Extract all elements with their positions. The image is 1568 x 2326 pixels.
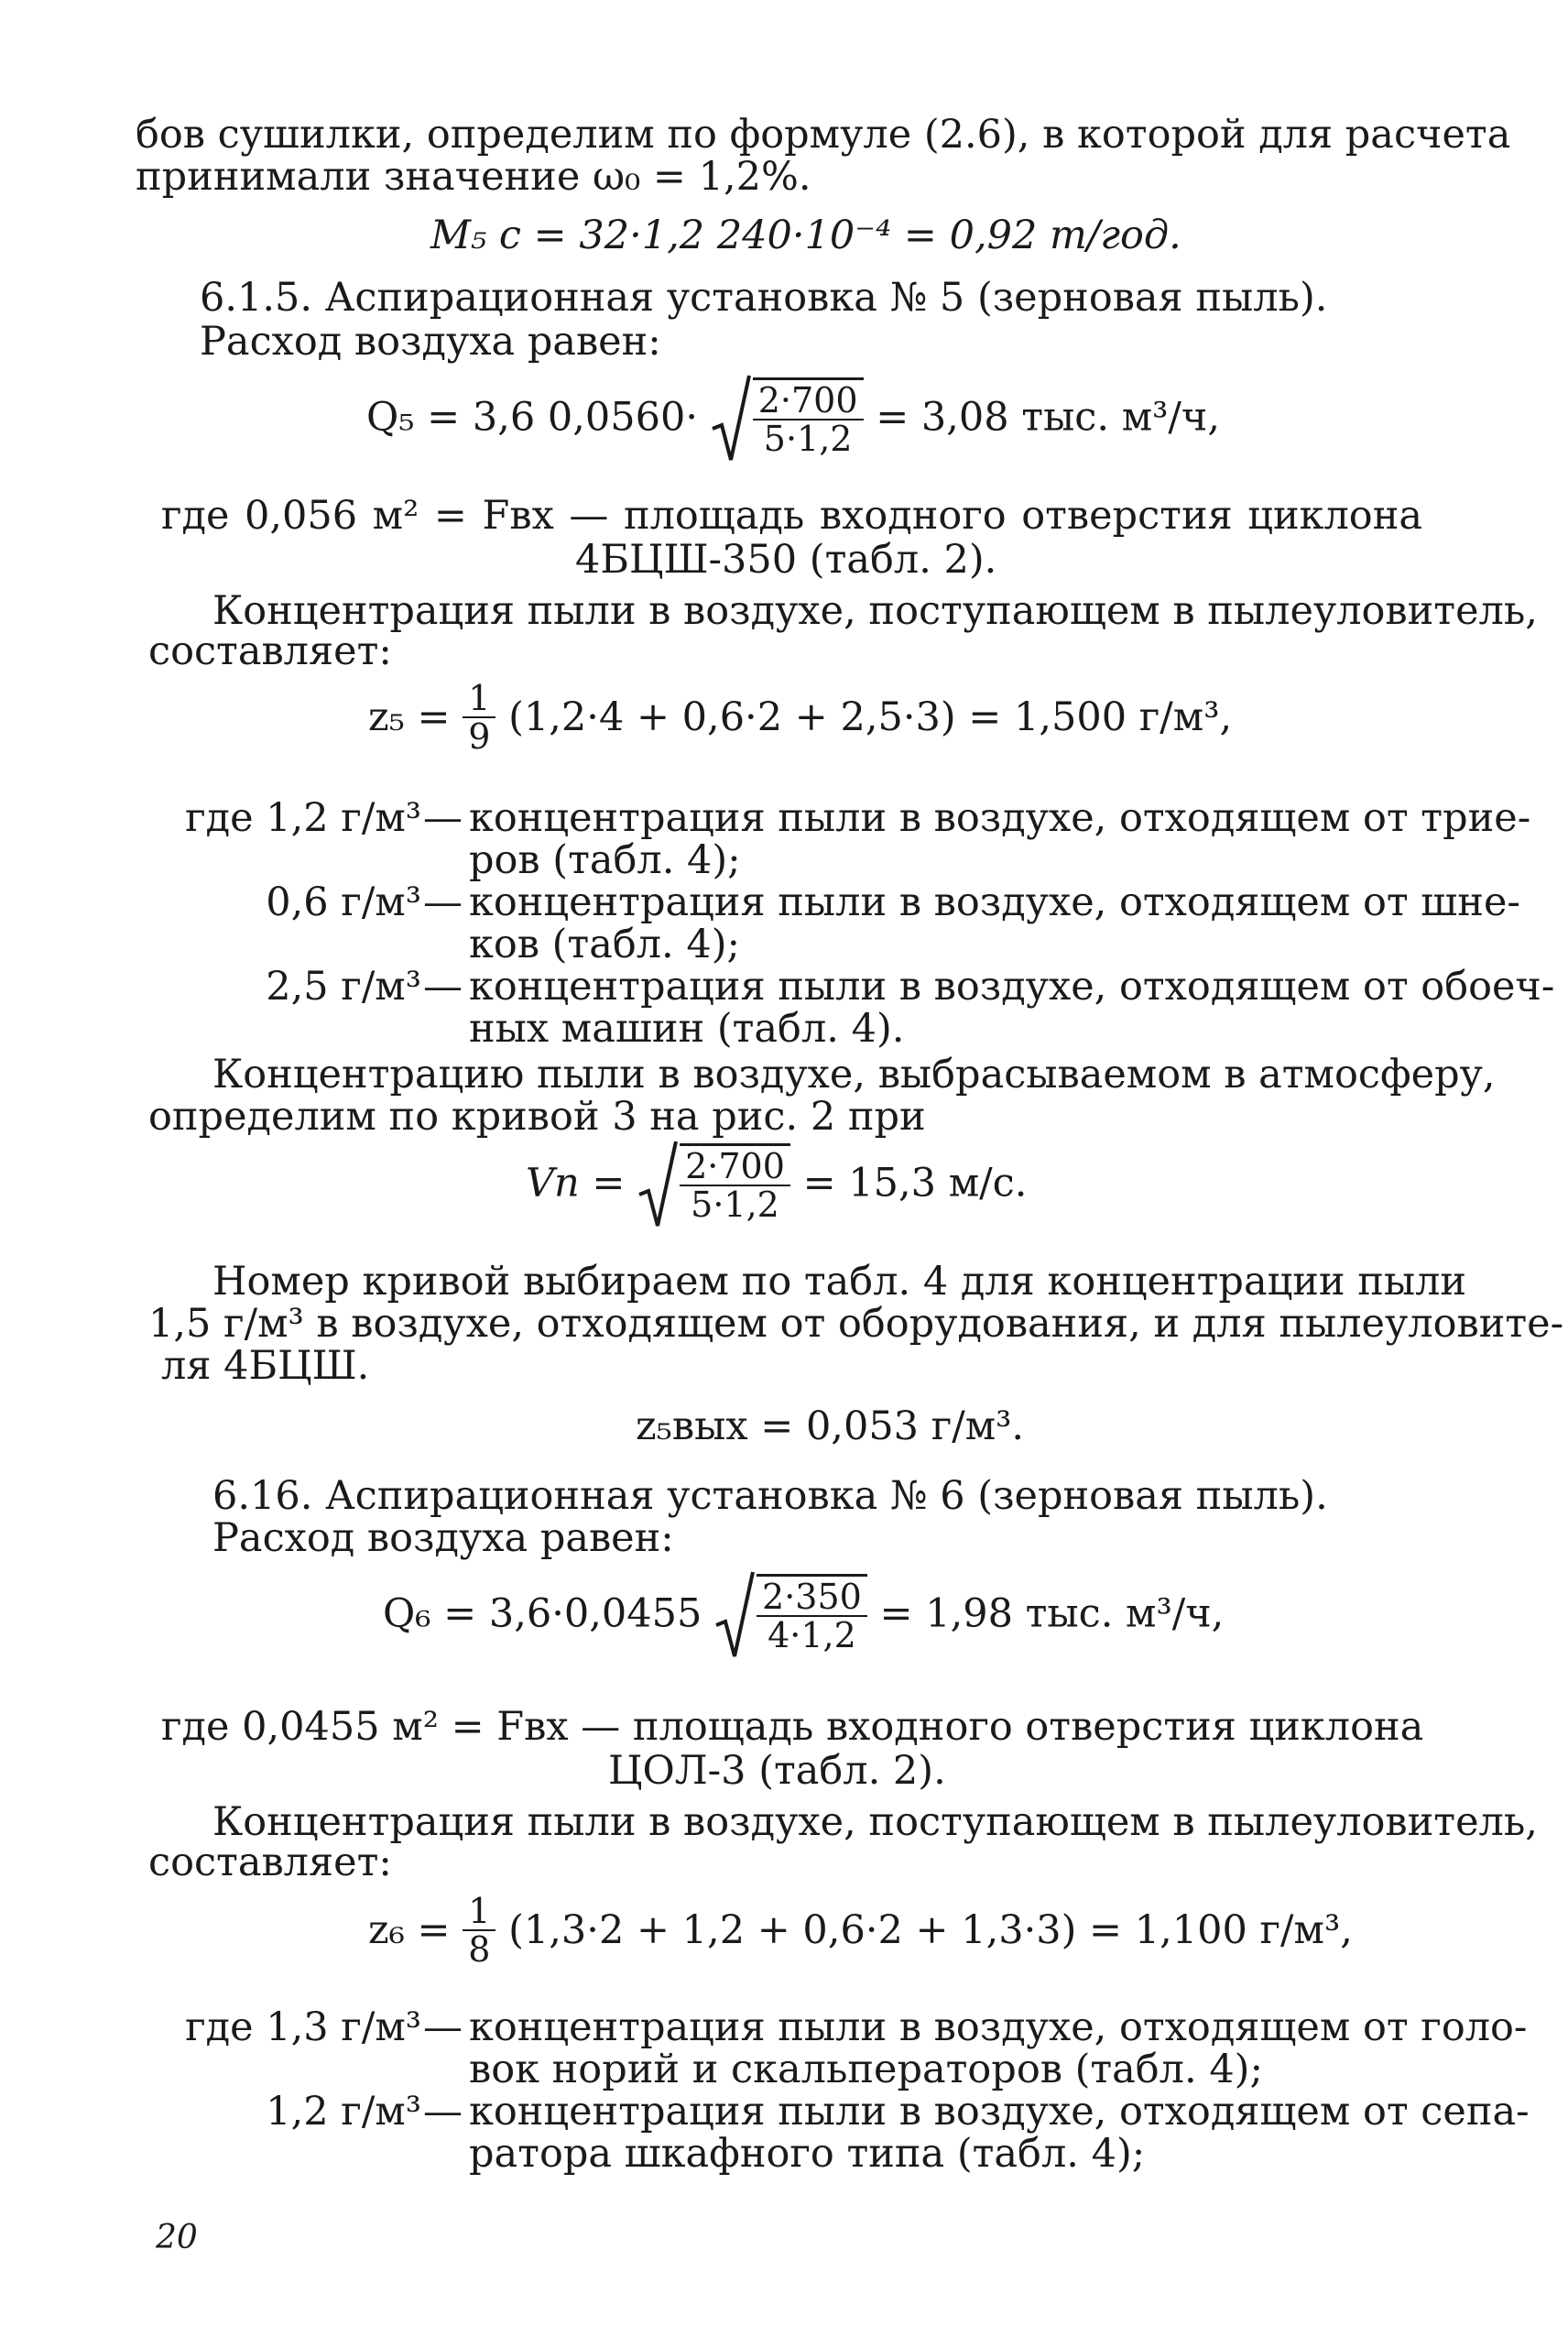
definition-text: концентрация пыли в воздухе, отходящем от обоеч-	[469, 964, 1555, 1010]
equation-q5-lhs: Q₅ = 3,6 0,0560·	[366, 394, 699, 441]
radical-sign-icon	[714, 1568, 755, 1660]
sqrt-symbol	[714, 1574, 867, 1654]
text-line: бов сушилки, определим по формуле (2.6), в которой для расчета	[136, 112, 1511, 158]
fraction	[680, 1148, 790, 1223]
radical-sign-icon	[637, 1138, 678, 1229]
text-line: 4БЦШ-350 (табл. 2).	[575, 537, 997, 583]
definition-text: концентрация пыли в воздухе, отходящем от сепа-	[469, 2089, 1530, 2135]
fraction	[753, 382, 864, 457]
definition-text: вок норий и скальператоров (табл. 4);	[469, 2047, 1263, 2092]
text-line: определим по кривой 3 на рис. 2 при	[148, 1094, 926, 1140]
definition-term: где 1,2 г/м³	[185, 795, 421, 841]
text-line: ЦОЛ-3 (табл. 2).	[608, 1748, 946, 1794]
section-heading-6-16: 6.16. Аспирационная установка № 6 (зерновая пыль).	[212, 1473, 1328, 1519]
definition-text: концентрация пыли в воздухе, отходящем от трие-	[469, 795, 1531, 841]
text-line: Номер кривой выбираем по табл. 4 для концентрации пыли	[212, 1259, 1467, 1305]
fraction-numerator: 2·700	[680, 1148, 790, 1186]
equation-q6	[383, 1574, 1224, 1675]
em-dash: —	[423, 2004, 463, 2050]
definition-term: 2,5 г/м³	[266, 964, 421, 1010]
radical-sign-icon	[711, 372, 751, 464]
em-dash: —	[423, 795, 463, 841]
definition-text: концентрация пыли в воздухе, отходящем от голо-	[469, 2004, 1528, 2050]
text-line: Концентрацию пыли в воздухе, выбрасываемом в атмосферу,	[212, 1052, 1496, 1097]
fraction	[463, 1893, 495, 1968]
text-line: 1,5 г/м³ в воздухе, отходящем от оборудования, и для пылеуловите-	[148, 1301, 1564, 1347]
text-line: где 0,0455 м² = Fвх — площадь входного отверстия циклона	[161, 1704, 1424, 1750]
definition-term: 1,2 г/м³	[266, 2089, 421, 2135]
equation-z5	[368, 680, 1232, 755]
text-line: Концентрация пыли в воздухе, поступающем в пылеуловитель,	[212, 588, 1538, 634]
text-line: составляет:	[148, 628, 392, 674]
text-line: где 0,056 м² = Fвх — площадь входного отверстия циклона	[161, 493, 1422, 539]
equation-z6-lhs: z₆ =	[368, 1907, 451, 1953]
equation-z6	[368, 1893, 1353, 1968]
definition-text: ров (табл. 4);	[469, 837, 741, 883]
em-dash: —	[423, 879, 463, 925]
text-line: ля 4БЦШ.	[161, 1343, 370, 1389]
definition-text: концентрация пыли в воздухе, отходящем от шне-	[469, 879, 1520, 925]
fraction-numerator: 1	[463, 680, 495, 718]
fraction-denominator: 5·1,2	[763, 419, 853, 459]
sqrt-symbol	[711, 377, 864, 457]
equation-z6-rhs: (1,3·2 + 1,2 + 0,6·2 + 1,3·3) = 1,100 г/м³,	[508, 1907, 1353, 1953]
fraction-numerator: 2·350	[757, 1578, 867, 1617]
equation-z5-out: z₅вых = 0,053 г/м³.	[636, 1403, 1025, 1449]
definition-term: 0,6 г/м³	[266, 879, 421, 925]
em-dash: —	[423, 964, 463, 1010]
section-heading-6-1-5: 6.1.5. Аспирационная установка № 5 (зерновая пыль).	[200, 275, 1328, 321]
equation-vn-rhs: = 15,3 м/с.	[802, 1160, 1028, 1207]
equation-q6-rhs: = 1,98 тыс. м³/ч,	[879, 1590, 1225, 1637]
fraction-numerator: 1	[463, 1893, 495, 1931]
fraction-denominator: 9	[468, 716, 491, 757]
em-dash: —	[423, 2089, 463, 2135]
sqrt-symbol	[637, 1143, 790, 1223]
text-line: Концентрация пыли в воздухе, поступающем в пылеуловитель,	[212, 1799, 1538, 1845]
fraction-numerator: 2·700	[753, 382, 864, 420]
text-line: Расход воздуха равен:	[200, 319, 661, 365]
fraction-denominator: 8	[468, 1929, 491, 1970]
fraction	[463, 680, 495, 755]
definition-term: где 1,3 г/м³	[185, 2004, 421, 2050]
page-number: 20	[156, 2219, 198, 2256]
equation-q6-lhs: Q₆ = 3,6·0,0455	[383, 1590, 702, 1637]
equation-vn-lhs: Vп =	[526, 1160, 626, 1207]
equation-z5-rhs: (1,2·4 + 0,6·2 + 2,5·3) = 1,500 г/м³,	[508, 694, 1233, 740]
text-line: Расход воздуха равен:	[212, 1515, 674, 1561]
equation-vn	[526, 1143, 1027, 1244]
definition-text: ков (табл. 4);	[469, 922, 741, 967]
definition-text: ратора шкафного типа (табл. 4);	[469, 2131, 1146, 2177]
equation-q5-rhs: = 3,08 тыс. м³/ч,	[876, 394, 1220, 441]
text-line: принимали значение ω₀ = 1,2%.	[136, 154, 811, 200]
definition-text: ных машин (табл. 4).	[469, 1006, 905, 1052]
equation-q5	[366, 377, 1220, 478]
fraction-denominator: 5·1,2	[691, 1185, 779, 1225]
equation-m5: M₅ с = 32·1,2 240·10⁻⁴ = 0,92 т/год.	[430, 213, 1181, 258]
text-line: составляет:	[148, 1840, 392, 1885]
fraction-denominator: 4·1,2	[768, 1615, 856, 1655]
equation-z5-lhs: z₅ =	[368, 694, 451, 740]
fraction	[757, 1578, 867, 1654]
